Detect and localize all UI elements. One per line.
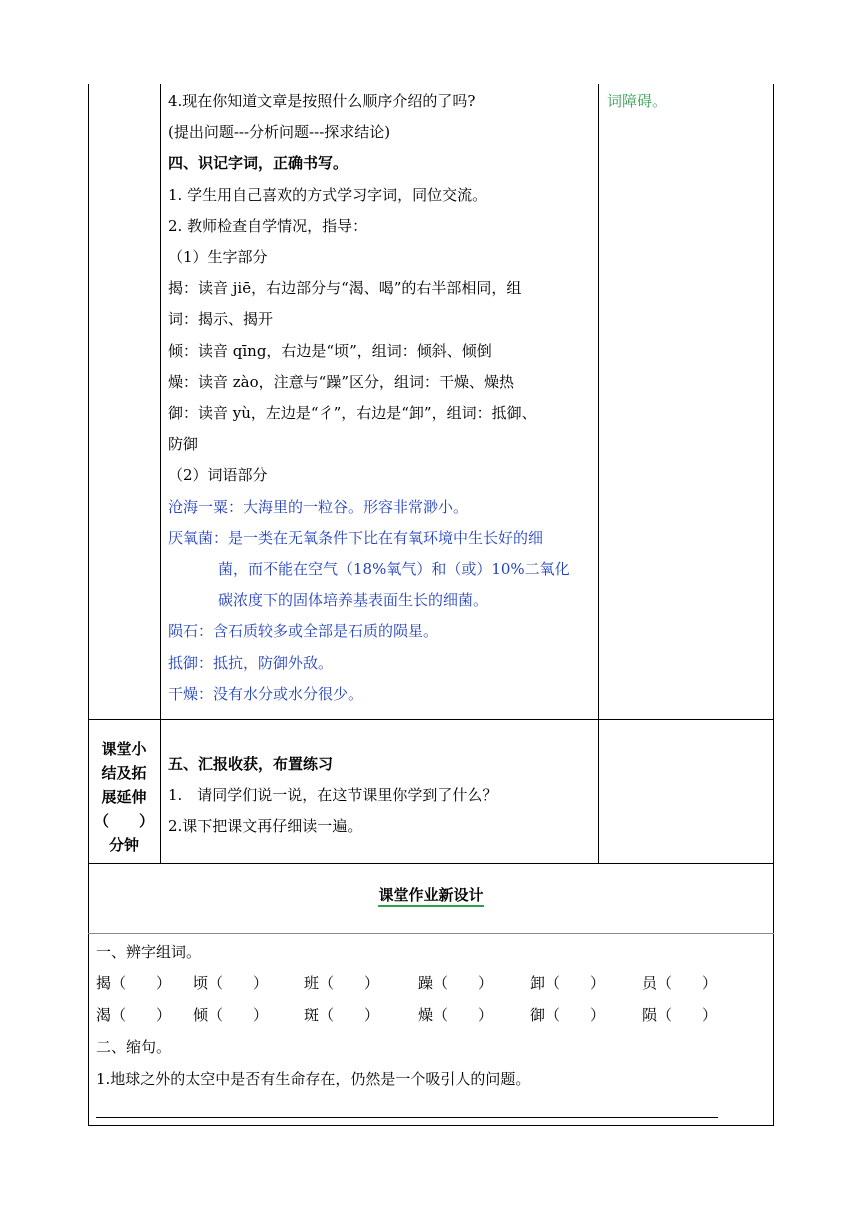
lesson-line: 4.现在你知道文章是按照什么顺序介绍的了吗? <box>168 92 476 110</box>
lesson-line: 陨石：含石质较多或全部是石质的陨星。 <box>168 622 439 641</box>
lesson-line: 燥：读音 zào，注意与“躁”区分，组词：干燥、燥热 <box>168 372 514 391</box>
summary-section-label <box>88 737 160 857</box>
question-2-title: 二、缩句。 <box>96 1038 172 1056</box>
summary-label-line: 结及拓 <box>101 764 147 782</box>
summary-label-line: （ ） <box>93 812 154 830</box>
table-border-bottom <box>88 1125 774 1126</box>
table-border-right <box>773 84 774 1126</box>
column-divider-label <box>160 84 161 864</box>
lesson-line: （1）生字部分 <box>168 248 268 266</box>
word-blank[interactable]: 渴（ ） <box>96 1006 172 1024</box>
word-blank[interactable]: 班（ ） <box>304 974 380 992</box>
lesson-line: （2）词语部分 <box>168 466 268 485</box>
word-blank[interactable]: 倾（ ） <box>193 1006 269 1024</box>
word-blank[interactable]: 揭（ ） <box>96 974 172 992</box>
lesson-line: 词：揭示、揭开 <box>168 310 274 329</box>
word-blank[interactable]: 陨（ ） <box>642 1006 718 1024</box>
word-blank[interactable]: 燥（ ） <box>418 1006 494 1024</box>
summary-label-line: 展延伸 <box>101 788 147 806</box>
lesson-line: 菌，而不能在空气（18%氧气）和（或）10%二氧化 <box>218 560 570 578</box>
row-divider-homework-title <box>88 933 774 934</box>
lesson-line: (提出问题---分析问题---探求结论) <box>168 123 391 142</box>
word-blank[interactable]: 御（ ） <box>530 1006 606 1024</box>
lesson-line: 干燥：没有水分或水分很少。 <box>168 684 364 703</box>
lesson-line: 沧海一粟：大海里的一粒谷。形容非常渺小。 <box>168 497 469 516</box>
homework-title <box>88 884 774 905</box>
row-divider-homework <box>88 863 774 864</box>
lesson-line: 厌氧菌：是一类在无氧条件下比在有氧环境中生长好的细 <box>168 528 544 547</box>
summary-label-line: 课堂小 <box>101 740 147 758</box>
lesson-line: 御：读音 yù，左边是“彳”，右边是“卸”，组词：抵御、 <box>168 404 537 422</box>
word-blank[interactable]: 躁（ ） <box>418 974 494 992</box>
column-divider-note <box>598 84 599 864</box>
word-blank[interactable]: 斑（ ） <box>304 1006 380 1024</box>
word-blank[interactable]: 卸（ ） <box>530 974 606 992</box>
lesson-line: 四、识记字词，正确书写。 <box>168 154 349 173</box>
lesson-line: 1. 学生用自己喜欢的方式学习字词，同位交流。 <box>168 185 488 204</box>
word-blank[interactable]: 顷（ ） <box>193 974 269 992</box>
lesson-line: 碳浓度下的固体培养基表面生长的细菌。 <box>218 591 489 610</box>
row-divider-summary <box>88 719 774 720</box>
word-blank[interactable]: 员（ ） <box>642 974 718 992</box>
question-1-title: 一、辨字组词。 <box>96 943 202 961</box>
homework-title-text: 课堂作业新设计 <box>378 886 483 907</box>
question-2-item: 1.地球之外的太空中是否有生命存在，仍然是一个吸引人的问题。 <box>96 1070 531 1088</box>
summary-item: 1. 请同学们说一说，在这节课里你学到了什么？ <box>168 786 498 804</box>
lesson-line: 抵御：抵抗，防御外敌。 <box>168 653 334 672</box>
summary-label-line: 分钟 <box>108 836 139 854</box>
lesson-line: 倾：读音 qīng，右边是“顷”，组词：倾斜、倾倒 <box>168 341 492 360</box>
table-border-left <box>88 84 89 1126</box>
lesson-line: 揭：读音 jiē，右边部分与“渴、喝”的右半部相同，组 <box>168 279 522 298</box>
summary-item: 2.课下把课文再仔细读一遍。 <box>168 817 363 835</box>
summary-heading: 五、汇报收获，布置练习 <box>168 755 334 773</box>
lesson-line: 防御 <box>168 435 199 454</box>
lesson-line: 2. 教师检查自学情况，指导： <box>168 216 368 235</box>
teaching-note: 词障碍。 <box>607 92 668 110</box>
answer-line[interactable] <box>96 1117 718 1118</box>
